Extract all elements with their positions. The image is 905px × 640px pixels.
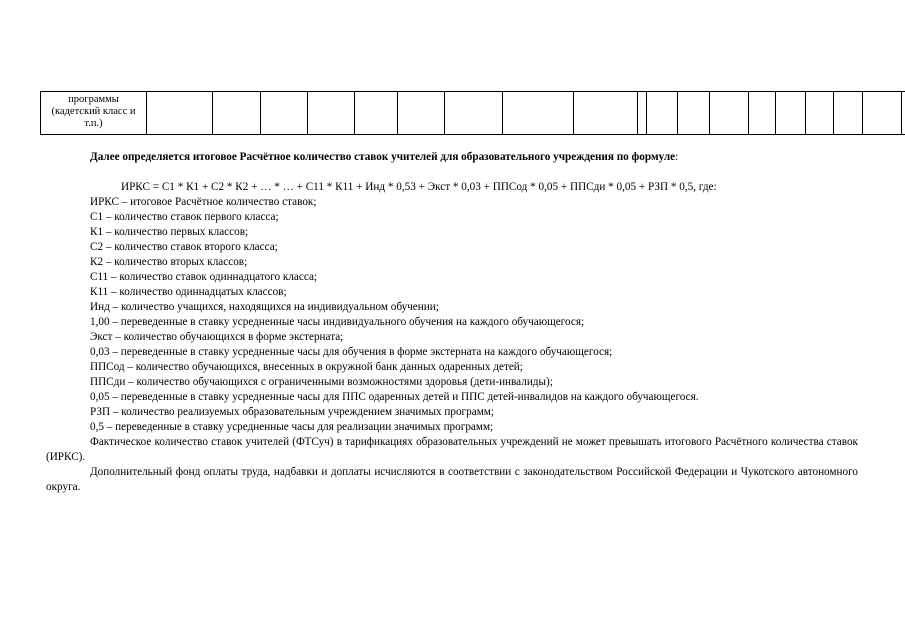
- cell-line: (кадетский класс и: [51, 106, 136, 117]
- intro-colon: :: [675, 151, 679, 163]
- formula-line: ИРКС = С1 * К1 + С2 * К2 + … * … + С11 * К11 + Инд * 0,53 + Экст * 0,03 + ППСод * 0,05 + ППСди * 0,05 + РЗП * 0,5, где:: [121, 181, 717, 193]
- table-cell: [776, 92, 806, 135]
- table-cell: [503, 92, 574, 135]
- definition-item: 0,05 – переведенные в ставку усредненные часы для ППС одаренных детей и ППС детей-инвалидов на каждого обучающегося.: [90, 391, 699, 403]
- table-cell: [261, 92, 308, 135]
- definition-item: Инд – количество учащихся, находящихся на индивидуальном обучении;: [90, 301, 439, 313]
- table-cell: [902, 92, 905, 135]
- paragraph-ftsuch: Фактическое количество ставок учителей (ФТСуч) в тарификациях образовательных учреждений не может превышать итогового Расчётного количества ставок (ИРКС).: [46, 436, 858, 463]
- table-fragment: [40, 91, 905, 135]
- table-cell: [749, 92, 776, 135]
- table-cell: [678, 92, 710, 135]
- definition-item: РЗП – количество реализуемых образовательным учреждением значимых программ;: [90, 406, 494, 418]
- table-cell-program-label: [41, 92, 147, 135]
- table-row: [41, 92, 905, 135]
- definition-item: К11 – количество одиннадцатых классов;: [90, 286, 287, 298]
- table-cell: [445, 92, 503, 135]
- definition-item: С1 – количество ставок первого класса;: [90, 211, 279, 223]
- table-cell: [213, 92, 261, 135]
- definition-item: С11 – количество ставок одиннадцатого класса;: [90, 271, 318, 283]
- definition-item: С2 – количество ставок второго класса;: [90, 241, 278, 253]
- definition-item: ППСди – количество обучающихся с ограниченными возможностями здоровья (дети-инвалиды);: [90, 376, 553, 388]
- definition-item: ИРКС – итоговое Расчётное количество ставок;: [90, 196, 317, 208]
- table-cell: [710, 92, 749, 135]
- paragraph-additional-fund: Дополнительный фонд оплаты труда, надбавки и доплаты исчисляются в соответствии с законодательством Российской Федерации и Чукотского автономного округа.: [46, 466, 858, 493]
- table-cell: [834, 92, 863, 135]
- definition-item: 0,5 – переведенные в ставку усредненные часы для реализации значимых программ;: [90, 421, 494, 433]
- definition-item: К2 – количество вторых классов;: [90, 256, 248, 268]
- definition-item: К1 – количество первых классов;: [90, 226, 249, 238]
- cell-line: программы: [68, 94, 119, 105]
- table-cell: [647, 92, 678, 135]
- table-cell: [574, 92, 638, 135]
- table-cell: [147, 92, 213, 135]
- table-cell: [638, 92, 647, 135]
- intro-paragraph: [46, 150, 858, 165]
- definition-item: ППСод – количество обучающихся, внесенных в окружной банк данных одаренных детей;: [90, 361, 523, 373]
- intro-bold-text: Далее определяется итоговое Расчётное количество ставок учителей для образовательного учреждения по формуле: [90, 151, 676, 163]
- table-cell: [806, 92, 834, 135]
- definition-item: 0,03 – переведенные в ставку усредненные часы для обучения в форме экстерната на каждого обучающегося;: [90, 346, 613, 358]
- document-body: [46, 150, 858, 495]
- table-cell: [398, 92, 445, 135]
- table-cell: [863, 92, 902, 135]
- table-cell: [308, 92, 355, 135]
- table-cell: [355, 92, 398, 135]
- definition-item: Экст – количество обучающихся в форме экстерната;: [90, 331, 344, 343]
- cell-line: т.п.): [84, 118, 103, 129]
- definition-item: 1,00 – переведенные в ставку усредненные часы индивидуального обучения на каждого обучающегося;: [90, 316, 585, 328]
